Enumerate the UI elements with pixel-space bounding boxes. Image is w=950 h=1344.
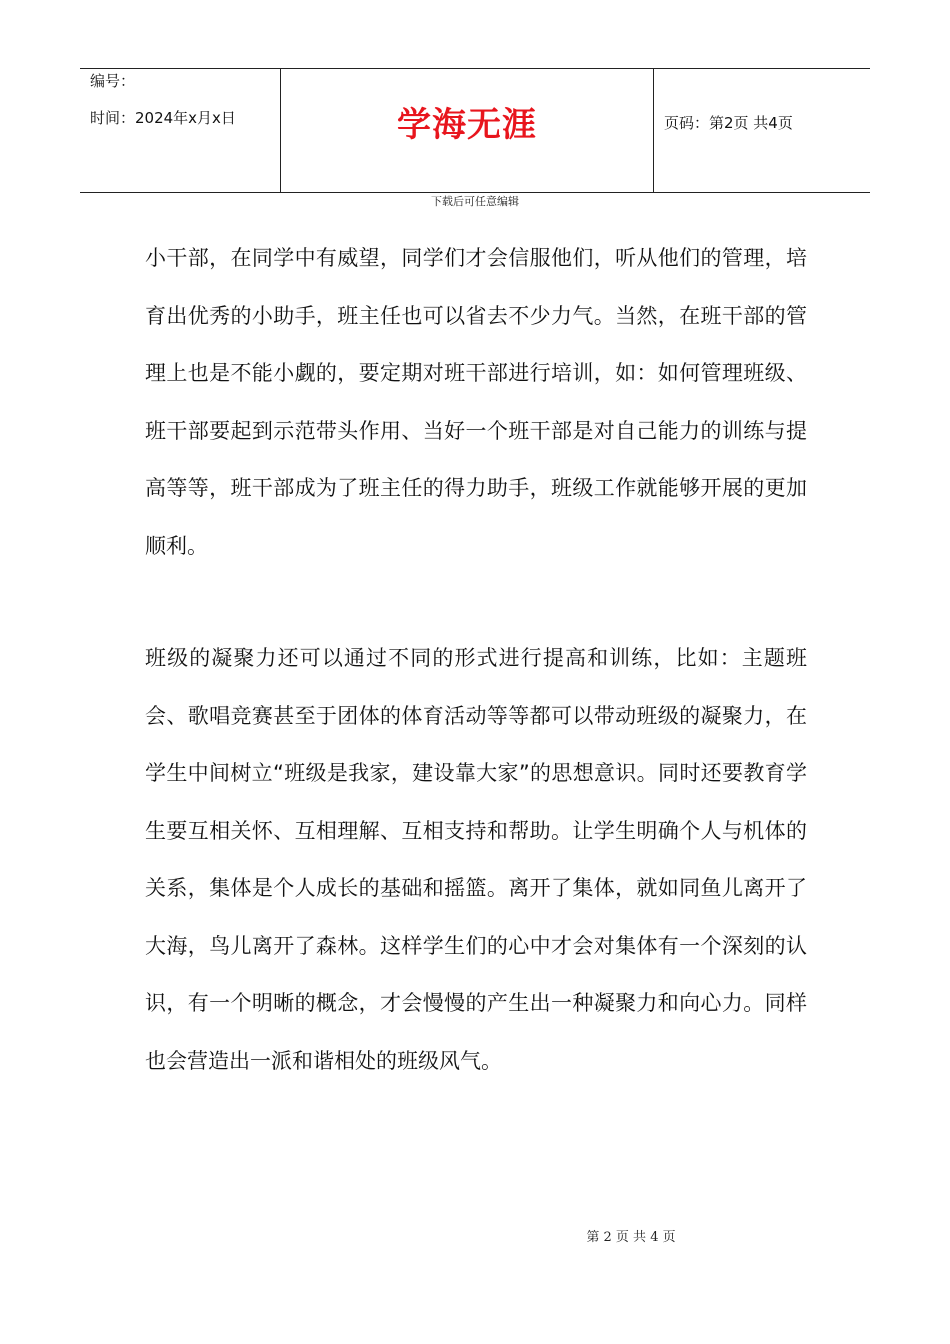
edit-note: 下载后可任意编辑: [431, 195, 519, 208]
header-left-cell: [80, 69, 281, 192]
body-paragraph: 小干部，在同学中有威望，同学们才会信服他们，听从他们的管理，培育出优秀的小助手，班主任也可以省去不少力气。当然，在班干部的管理上也是不能小觑的，要定期对班干部进行培训，如：如何管理班级、班干部要起到示范带头作用、当好一个班干部是对自己能力的训练与提高等等，班干部成为了班主任的得力助手，班级工作就能够开展的更加顺利。: [145, 246, 807, 558]
header-right-cell: [654, 69, 870, 192]
body-paragraph: 班级的凝聚力还可以通过不同的形式进行提高和训练，比如：主题班会、歌唱竞赛甚至于团体的体育活动等等都可以带动班级的凝聚力，在学生中间树立“班级是我家，建设靠大家”的思想意识。同时还要教育学生要互相关怀、互相理解、互相支持和帮助。让学生明确个人与机体的关系，集体是个人成长的基础和摇篮。离开了集体，就如同鱼儿离开了大海，鸟儿离开了森林。这样学生们的心中才会对集体有一个深刻的认识，有一个明晰的概念，才会慢慢的产生出一种凝聚力和向心力。同样也会营造出一派和谐相处的班级风气。: [145, 646, 807, 1073]
page-indicator: 页码：第2页 共4页: [664, 114, 793, 132]
document-time-label: 时间：2024年x月x日: [90, 109, 236, 127]
page-footer: 第 2 页 共 4 页: [586, 1230, 676, 1245]
header-title-cell: [281, 69, 654, 192]
document-title: 学海无涯: [397, 105, 537, 145]
document-number-label: 编号：: [90, 72, 136, 90]
document-header: [80, 68, 870, 193]
